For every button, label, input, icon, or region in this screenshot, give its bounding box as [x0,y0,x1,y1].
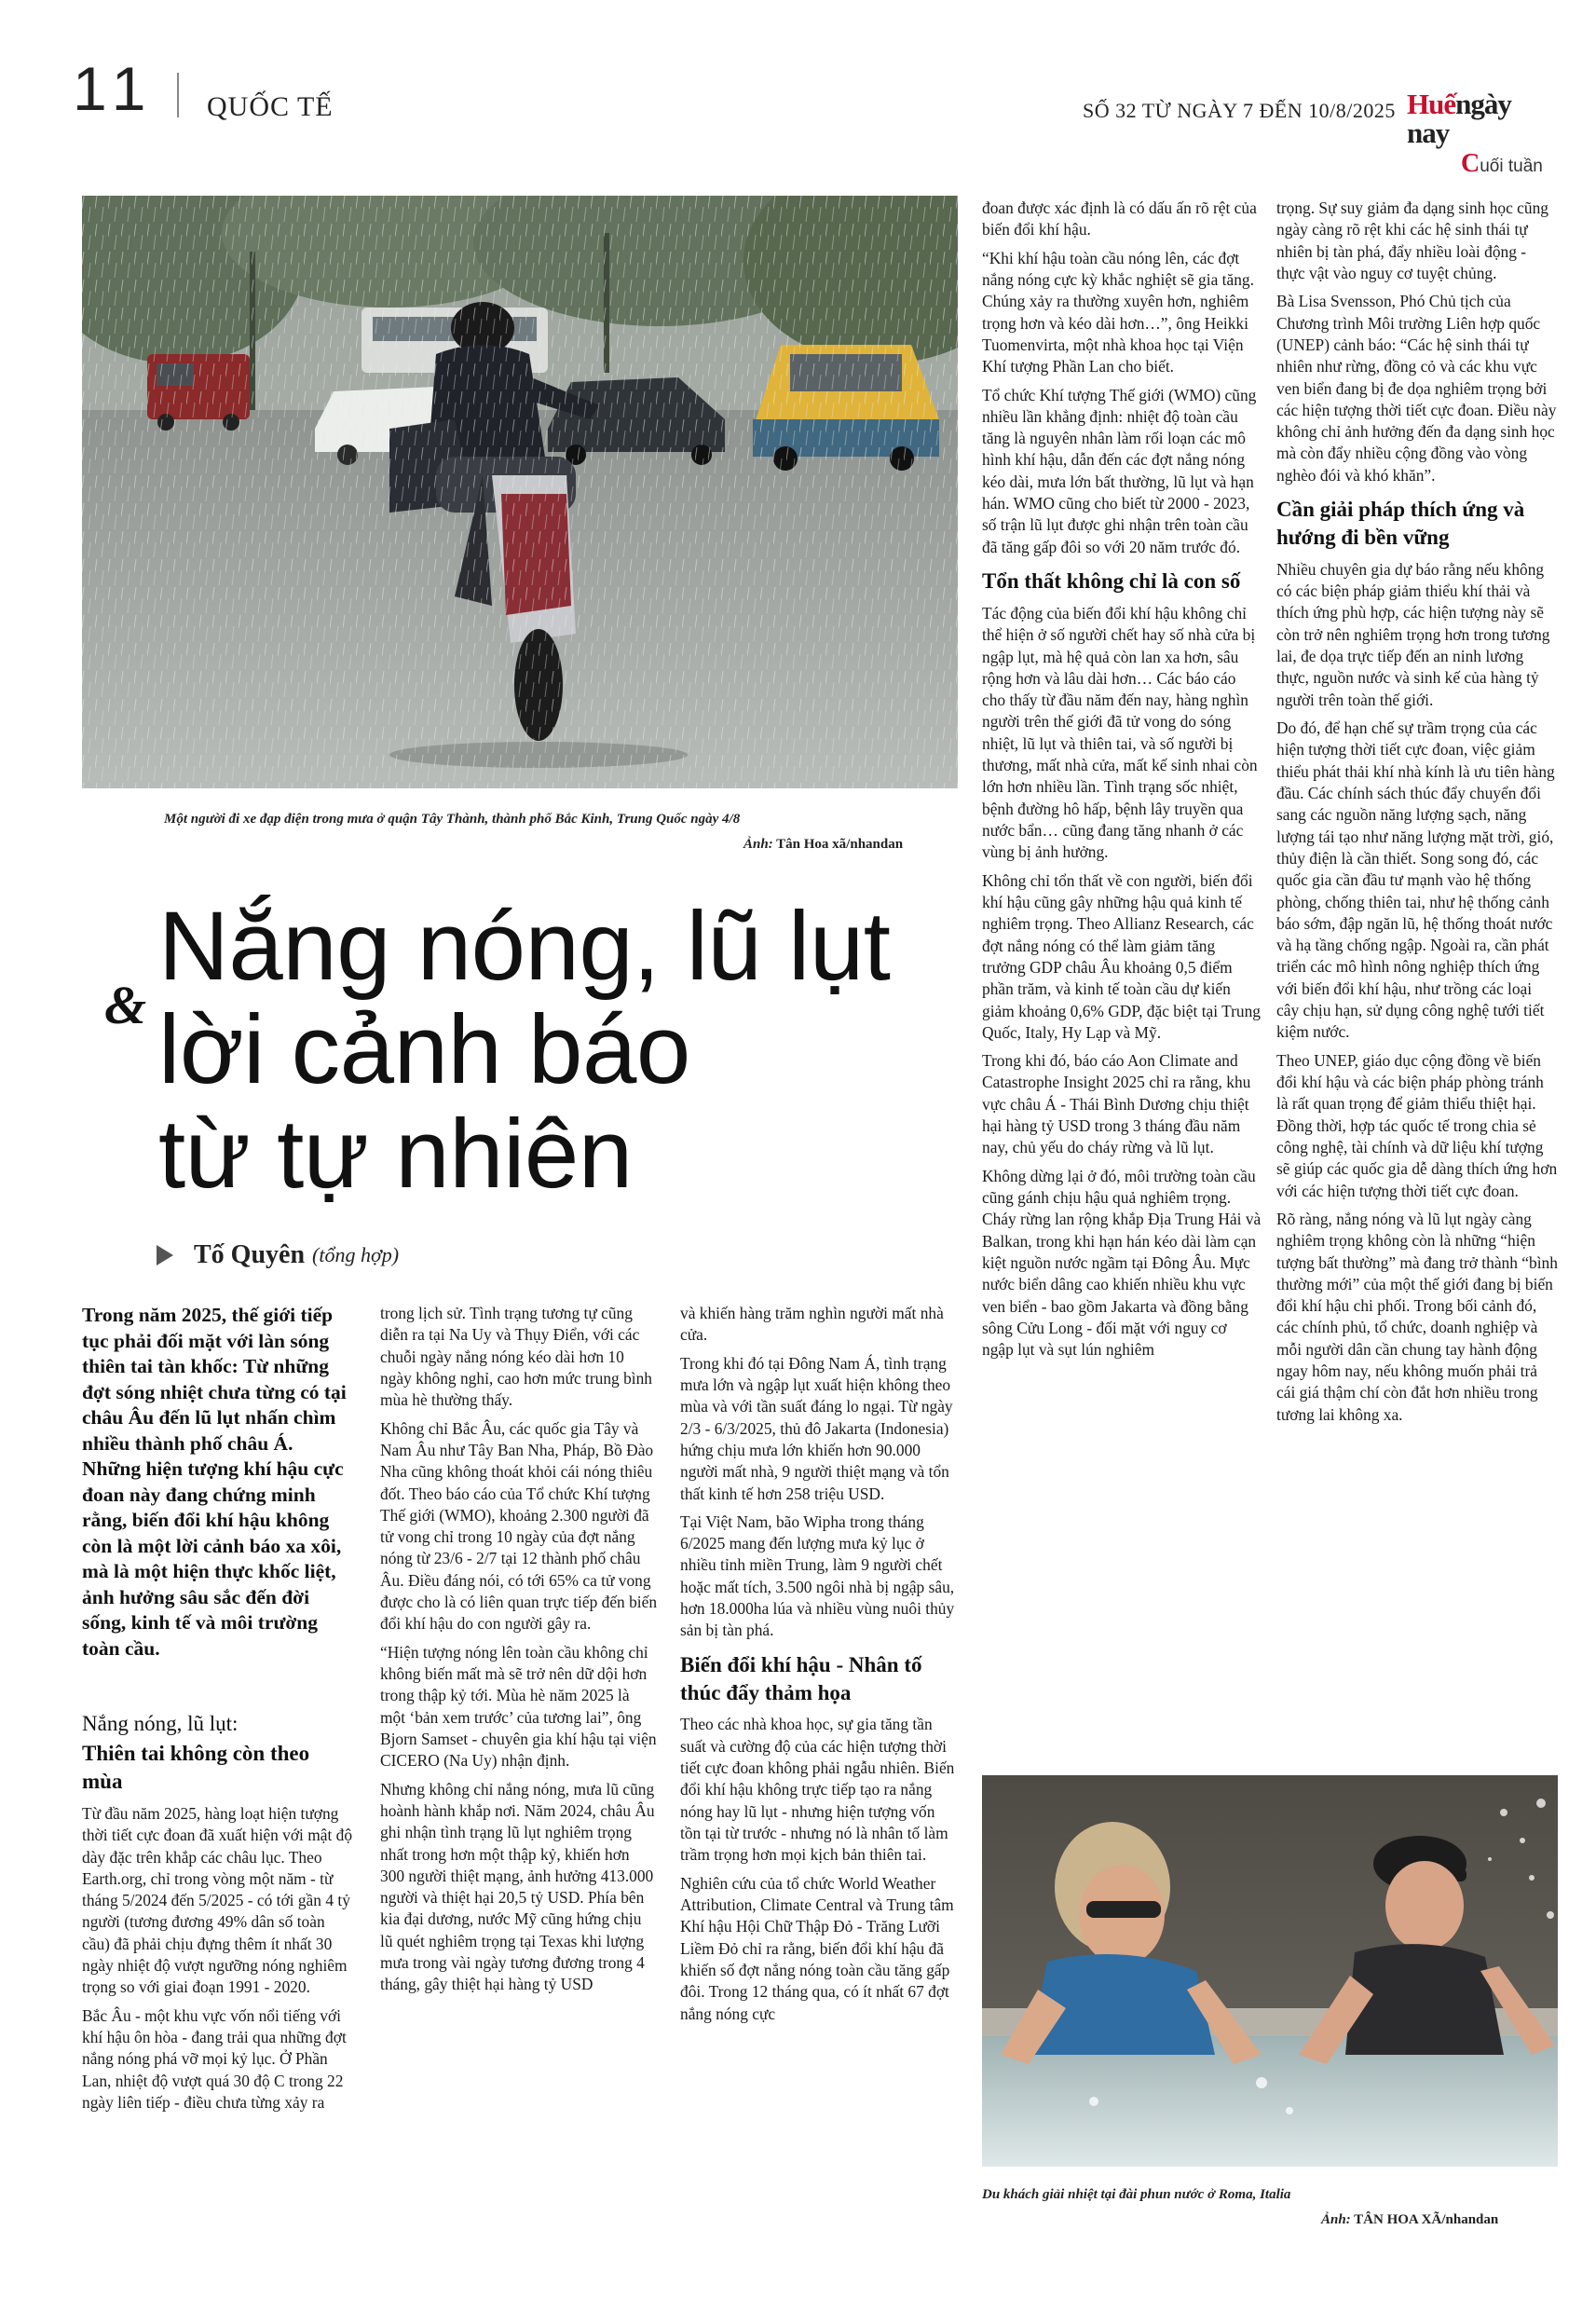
page-number: 11 [73,54,156,123]
title-line-2: lời cảnh báo [158,995,690,1105]
subhead-1b: Thiên tai không còn theo mùa [82,1742,310,1793]
paragraph: đoan được xác định là có dấu ấn rõ rệt của biến đổi khí hậu. [982,198,1257,239]
photo2-credit-label: Ảnh: [1321,2212,1351,2227]
paragraph: và khiến hàng trăm nghìn người mất nhà cửa. [680,1304,944,1345]
paragraph: trọng. Sự suy giảm đa dạng sinh học cũng ngày càng rõ rệt khi các hệ sinh thái tự nhiên bị tàn phá, đẩy nhiều loài động - thực vật vào nguy cơ tuyệt chủng. [1276,198,1548,282]
paragraph: Nghiên cứu của tổ chức World Weather Attribution, Climate Central và Trung tâm Khí hậu Hội Chữ Thập Đỏ - Trăng Lưỡi Liềm Đỏ chỉ ra rằng, biến đổi khí hậu đã khiến số đợt nắng nóng toàn cầu tăng gấp đôi. Trong 12 tháng qua, có ít nhất 67 đợt nắng nóng cực [680,1873,954,2023]
paragraph: Bắc Âu - một khu vực vốn nổi tiếng với khí hậu ôn hòa - đang trải qua những đợt nắng nóng phá vỡ mọi kỷ lục. Ở Phần Lan, nhiệt độ vượt quá 30 độ C trong 22 ngày liên tiếp - điều chưa từng xảy ra [82,2005,347,2112]
paragraph: Tổ chức Khí tượng Thế giới (WMO) cũng nhiều lần khẳng định: nhiệt độ toàn cầu tăng là nguyên nhân làm rối loạn các mô hình khí hậu, dẫn đến các đợt nắng nóng kéo dài, mưa lớn bất thường, lũ lụt và hạn hán. WMO cũng cho biết từ 2000 - 2023, số trận lũ lụt được ghi nhận trên toàn cầu đã tăng gấp đôi so với 20 năm trước đó. [982,385,1257,556]
column-3 [680,1303,958,2032]
lead-paragraph: Trong năm 2025, thế giới tiếp tục phải đối mặt với làn sóng thiên tai tàn khốc: Từ những đợt sóng nhiệt chưa từng có tại châu Âu đến lũ lụt nhấn chìm nhiều thành phố châu Á. Những hiện tượng khí hậu cực đoan này đang chứng minh rằng, biến đổi khí hậu không còn là một lời cảnh báo xa xôi, mà là một hiện thực khốc liệt, ảnh hưởng sâu sắc đến đời sống, kinh tế và môi trường toàn cầu. [82,1304,347,1660]
photo1-caption: Một người đi xe đạp điện trong mưa ở quận Tây Thành, thành phố Bắc Kinh, Trung Quốc ngày 4/8 [164,812,741,827]
section-label: QUỐC TẾ [207,91,334,122]
paragraph: Do đó, để hạn chế sự trầm trọng của các hiện tượng thời tiết cực đoan, việc giảm thiểu phát thải khí nhà kính là ưu tiên hàng đầu. Các chính sách thúc đẩy chuyển đổi sang các nguồn năng lượng sạch, năng lượng tái tạo như năng lượng mặt trời, gió, thủy điện là cần thiết. Song song đó, các quốc gia cần đầu tư mạnh vào hệ thống phòng, chống thiên tai, như hệ thống cảnh báo sớm, đập ngăn lũ, hệ thống thoát nước và hạ tầng chống ngập. Ngoài ra, cần phát triển các mô hình nông nghiệp thích ứng với biến đổi khí hậu, như trồng các loại cây chịu hạn, sử dụng công nghệ tưới tiết kiệm nước. [1276,718,1555,1042]
paragraph: trong lịch sử. Tình trạng tương tự cũng diễn ra tại Na Uy và Thụy Điển, với các chuỗi ngày nắng nóng kéo dài hơn 10 ngày không nghỉ, cao hơn mức trung bình mùa hè thường thấy. [380,1304,652,1410]
play-triangle-icon [157,1245,173,1265]
logo-cuoituan: uối tuần [1480,157,1543,176]
publication-logo [1407,88,1556,178]
paragraph: Theo UNEP, giáo dục cộng đồng về biến đổi khí hậu và các biện pháp phòng tránh là rất quan trọng để giảm thiểu thiệt hại. Đồng thời, hợp tác quốc tế trong chia sẻ công nghệ, tài chính và dữ liệu khí tượng sẽ giúp các quốc gia dễ dàng thích ứng hơn với các hiện tượng thời tiết cực đoan. [1276,1050,1558,1200]
photo1-credit-label: Ảnh: [743,837,773,852]
subhead-4: Cần giải pháp thích ứng và hướng đi bền vững [1276,498,1525,549]
byline [157,1242,399,1268]
photo2-credit-value: TÂN HOA XÃ/nhandan [1354,2212,1499,2227]
paragraph: “Hiện tượng nóng lên toàn cầu không chỉ không biến mất mà sẽ trở nên dữ dội hơn trong thập kỷ tới. Mùa hè năm 2025 là một ‘bản xem trước’ của tương lai”, ông Bjorn Samset - chuyên gia khí hậu tại viện CICERO (Na Uy) nhận định. [380,1642,657,1771]
paragraph: Nhưng không chỉ nắng nóng, mưa lũ cũng hoành hành khắp nơi. Năm 2024, châu Âu ghi nhận tình trạng lũ lụt nghiêm trọng nhất trong hơn một thập kỷ, khiến hơn 300 người thiệt mạng, ảnh hưởng 413.000 người và thiệt hại 20,5 tỷ USD. Phía bên kia đại dương, nước Mỹ cũng hứng chịu lũ quét nghiêm trọng tại Texas khi lượng mưa trong vài ngày tương đương trong 4 tháng, gây thiệt hại hàng tỷ USD [380,1779,655,1994]
paragraph: “Khi khí hậu toàn cầu nóng lên, các đợt nắng nóng cực kỳ khắc nghiệt sẽ gia tăng. Chúng xảy ra thường xuyên hơn, nghiêm trọng hơn và kéo dài hơn…”, ông Heikki Tuomenvirta, một nhà khoa học tại Viện Khí tượng Phần Lan cho biết. [982,248,1254,376]
logo-c: C [1461,149,1480,178]
paragraph: Theo các nhà khoa học, sự gia tăng tần suất và cường độ của các hiện tượng thời tiết cực đoan không phải ngẫu nhiên. Biến đổi khí hậu không trực tiếp tạo ra nắng nóng hay lũ lụt - nhưng hiện tượng vốn tồn tại từ trước - nhưng nó là nhân tố làm trầm trọng hơn mọi kịch bản thiên tai. [680,1715,955,1865]
author-name: Tố Quyên [194,1240,306,1269]
fountain-photo-illustration [982,1775,1558,2167]
column-2 [380,1303,658,2003]
paragraph: Rõ ràng, nắng nóng và lũ lụt ngày càng nghiêm trọng không còn là những “hiện tượng bất thường” mà đang trở thành “bình thường mới” của một thế giới đang bị biến đổi khí hậu chi phối. Trong bối cảnh đó, các chính phủ, tổ chức, doanh nghiệp và mỗi người dân cần chung tay hành động ngay hôm nay, nếu không muốn phải trả cái giá thậm chí còn đắt hơn nhiều trong tương lai không xa. [1276,1209,1558,1424]
author-note: (tổng hợp) [312,1243,400,1266]
photo2-credit [1321,2212,1498,2228]
photo1-credit-value: Tân Hoa xã/nhandan [776,837,904,852]
column-4 [982,198,1262,1368]
photo-rain-beijing [82,196,958,788]
paragraph: Nhiều chuyên gia dự báo rằng nếu không có các biện pháp giảm thiểu khí thải và thích ứng phù hợp, các hiện tượng này sẽ còn trở nên nghiêm trọng hơn trong tương lai, đe dọa trực tiếp đến an ninh lương thực, nguồn nước và sinh kế của hàng tỷ người trên toàn thế giới. [1276,559,1550,709]
paragraph: Tại Việt Nam, bão Wipha trong tháng 6/2025 mang đến lượng mưa kỷ lục ở nhiều tỉnh miền Trung, làm 9 người chết hoặc mất tích, 3.500 ngôi nhà bị ngập sâu, hơn 18.000ha lúa và nhiều vùng nuôi thủy sản bị tàn phá. [680,1512,955,1640]
logo-hue: Huế [1407,88,1456,120]
paragraph: Không dừng lại ở đó, môi trường toàn cầu cũng gánh chịu hậu quả nghiêm trọng. Cháy rừng lan rộng khắp Địa Trung Hải và Balkan, trong khi hạn hán kéo dài làm cạn kiệt nguồn nước ngầm tại Đông Âu. Mực nước biển dâng cao khiến nhiều khu vực ven biển - bao gồm Jakarta và đồng bằng sông Cửu Long - đối mặt với nguy cơ ngập lụt và sụt lún nghiêm [982,1166,1262,1360]
header-divider [177,73,179,117]
column-1 [82,1303,354,2120]
article-title [158,892,978,1209]
photo-fountain-roma [982,1775,1558,2167]
paragraph: Trong khi đó tại Đông Nam Á, tình trạng mưa lớn và ngập lụt xuất hiện không theo mùa và với tần suất đáng lo ngại. Từ ngày 2/3 - 6/3/2025, thủ đô Jakarta (Indonesia) hứng chịu mưa lớn khiến hơn 90.000 người mất nhà, 9 người thiệt mạng và tổn thất kinh tế hơn 258 triệu USD. [680,1353,953,1503]
column-5 [1276,198,1558,1432]
title-ampersand: & [104,975,147,1035]
issue-info: SỐ 32 TỪ NGÀY 7 ĐẾN 10/8/2025 [1083,99,1396,122]
paragraph: Bà Lisa Svensson, Phó Chủ tịch của Chương trình Môi trường Liên hợp quốc (UNEP) cảnh báo: “Các hệ sinh thái tự nhiên như rừng, đồng cỏ và các khu vực ven biển đang bị đe dọa nghiêm trọng bởi các hiện tượng thời tiết cực đoan. Điều này không chỉ ảnh hưởng đến đa dạng sinh học mà còn đẩy nhiều cộng đồng vào vòng nghèo đói và khó khăn”. [1276,292,1557,485]
photo1-credit [743,837,903,853]
photo2-caption: Du khách giải nhiệt tại đài phun nước ở Roma, Italia [982,2187,1291,2202]
paragraph: Tác động của biến đổi khí hậu không chỉ thể hiện ở số người chết hay số nhà cửa bị ngập lụt, mà hệ quả còn lan xa hơn, sâu rộng hơn và lâu dài hơn… Các báo cáo cho thấy từ đầu năm đến nay, hàng nghìn người trên thế giới đã tử vong do sóng nhiệt, lũ lụt và thiên tai, và số người bị thương, mất nhà cửa, mất kế sinh nhai còn lớn hơn nhiều lần. Tình trạng sốc nhiệt, bệnh đường hô hấp, bệnh lây truyền qua nước bẩn… cũng đang tăng nhanh ở các vùng bị ảnh hưởng. [982,603,1258,862]
subhead-2: Biến đổi khí hậu - Nhân tố thúc đẩy thảm họa [680,1652,922,1704]
paragraph: Từ đầu năm 2025, hàng loạt hiện tượng thời tiết cực đoan đã xuất hiện với mật độ dày đặc trên khắp các châu lục. Theo Earth.org, chỉ trong vòng một năm - từ tháng 5/2024 đến 5/2025 - có tới gần 4 tỷ người (tương đương 49% dân số toàn cầu) đã phải chịu đựng thêm ít nhất 30 ngày nhiệt độ vượt ngưỡng nóng nghiêm trọng so với giai đoạn 1991 - 2020. [82,1803,353,1997]
title-line-3: từ tự nhiên [158,1099,633,1209]
title-line-1: Nắng nóng, lũ lụt [158,892,891,1001]
rain-photo-illustration [82,196,958,788]
subhead-3: Tổn thất không chỉ là con số [982,569,1241,593]
logo-ngaynay: ngày nay [1407,88,1511,149]
paragraph: Không chỉ tổn thất về con người, biến đổi khí hậu cũng gây những hậu quả kinh tế nghiêm trọng. Theo Allianz Research, các đợt nắng nóng có thể làm giảm tăng trưởng GDP châu Âu khoảng 0,5 điểm phần trăm, và kinh tế toàn cầu dự kiến giảm khoảng 0,6% GDP, đặc biệt tại Trung Quốc, Italy, Hy Lạp và Mỹ. [982,870,1262,1042]
subhead-1-line-1: Nắng nóng, lũ lụt: [82,1712,239,1736]
subhead-1 [82,1710,354,1738]
paragraph: Trong khi đó, báo cáo Aon Climate and Catastrophe Insight 2025 chỉ ra rằng, khu vực châu Á - Thái Bình Dương chịu thiệt hại hàng tỷ USD trong 3 tháng đầu năm nay, chủ yếu do cháy rừng và lũ lụt. [982,1051,1251,1157]
paragraph: Không chỉ Bắc Âu, các quốc gia Tây và Nam Âu như Tây Ban Nha, Pháp, Bồ Đào Nha cũng không thoát khỏi cái nóng thiêu đốt. Theo báo cáo của Tổ chức Khí tượng Thế giới (WMO), khoảng 2.300 người đã tử vong chỉ trong 10 ngày của đợt nắng nóng từ 23/6 - 2/7 tại 12 thành phố châu Âu. Điều đáng nói, có tới 65% ca tử vong được cho là có liên quan trực tiếp đến biến đổi khí hậu do con người gây ra. [380,1418,658,1634]
